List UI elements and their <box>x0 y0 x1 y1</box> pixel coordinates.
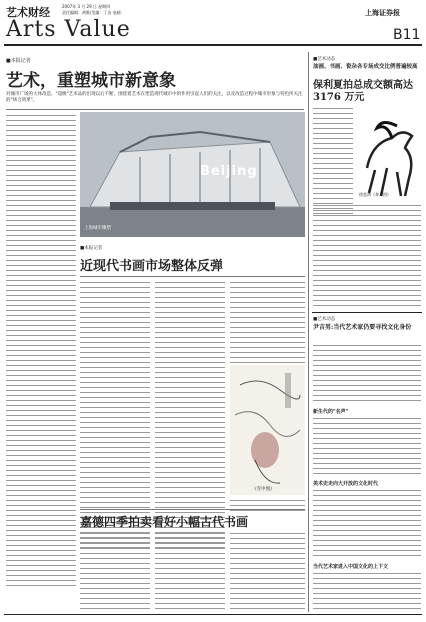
masthead-rule <box>4 44 422 46</box>
middle-kicker: ■本报记者 <box>80 246 103 251</box>
right-box-text-2 <box>313 418 421 478</box>
right-box-text-1 <box>313 345 421 405</box>
right-headline: 保利夏拍总成交额高达 3176 万元 <box>313 80 413 103</box>
middle-text-col1 <box>80 282 150 552</box>
painting-caption: 《雪中图》 <box>252 487 275 492</box>
section-title-en: Arts Value <box>6 17 131 42</box>
bottom-text-col3 <box>230 533 305 613</box>
lead-body-text <box>6 115 76 590</box>
photo-sign-text: Beijing <box>200 164 258 179</box>
lead-deck: 对城市广场的大体改造、"超级"艺术品的出现以后不断，围绕着艺术在塑造现代城市中的作用引起人们的关注，以及改造过程中城市形象与特色所关注的"场合效果"。 <box>6 92 303 103</box>
middle-rule <box>80 276 305 277</box>
section-title-cn: 艺术财经 <box>6 6 50 19</box>
right-box-headline: 尹吉男:当代艺术家仍要寻找文化身份 <box>313 324 412 331</box>
horse-illustration <box>357 108 421 200</box>
horse-painting <box>357 108 421 200</box>
stadium-illustration <box>80 112 305 237</box>
lead-kicker: ■本报记者 <box>6 58 31 64</box>
bottom-rule <box>80 509 305 510</box>
right-kicker: ■艺术动态 <box>313 57 336 62</box>
date-line: 2007年 3 月 29 日 星期四 <box>62 4 111 9</box>
right-box-rule <box>312 312 422 313</box>
horse-caption: 徐悲鸿《奔马图》 <box>359 192 391 197</box>
right-box-text-3 <box>313 490 421 560</box>
lead-rule <box>6 109 304 110</box>
photo-caption: 上海城市雕塑 <box>84 226 111 231</box>
right-text-a <box>313 108 353 218</box>
right-subhead: 油画、书画、瓷杂各专场成交比例普遍较高 <box>313 64 418 70</box>
middle-headline: 近现代书画市场整体反弹 <box>80 259 224 274</box>
bottom-headline: 嘉德四季拍卖看好小幅古代书画 <box>80 515 249 529</box>
lead-headline: 艺术，重塑城市新意象 <box>6 71 176 91</box>
newspaper-brand: 上海证券报 <box>365 8 400 17</box>
page-number: B11 <box>393 27 421 43</box>
bottom-text-col2 <box>155 533 225 613</box>
right-text-b <box>313 205 421 310</box>
right-sub1: 新生代的"名声" <box>313 409 349 415</box>
page-bottom-rule <box>4 614 422 615</box>
painting-illustration <box>230 365 305 495</box>
editor-line: 责任编辑：黄维/美编：丁洁 电邮： <box>62 10 125 15</box>
right-sub2: 美术史走向大开放的文化时代 <box>313 481 379 487</box>
bottom-text-col1 <box>80 533 150 613</box>
right-box-kicker: ■艺术动态 <box>313 317 336 322</box>
right-box-text-4 <box>313 573 421 613</box>
column-divider <box>308 52 309 612</box>
middle-text-col2 <box>155 282 225 552</box>
lead-photo <box>80 112 305 237</box>
painting-image <box>230 365 305 495</box>
right-sub3: 当代艺术家进入中国文化的上下文 <box>313 564 389 570</box>
